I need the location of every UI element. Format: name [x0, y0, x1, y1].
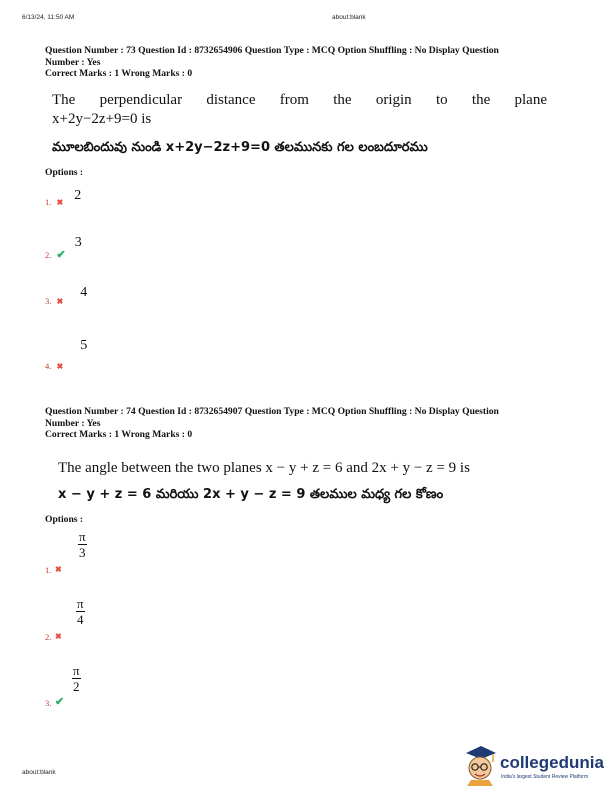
logo-wordmark: collegedunia [500, 753, 604, 772]
option-value: 3 [74, 235, 82, 250]
q73-option-3 [45, 285, 88, 309]
collegedunia-logo [462, 744, 610, 788]
option-fraction [76, 597, 85, 626]
q74-telugu-text: x − y + z = 6 మరియు 2x + y − z = 9 తలముల మధ్య గల కోణం [58, 487, 444, 502]
option-number: 1. [45, 565, 52, 575]
option-fraction [78, 530, 87, 559]
q73-option-1 [45, 188, 82, 210]
q73-option-4 [45, 338, 88, 374]
cross-icon: ✖ [55, 564, 62, 574]
q73-options-label: Options : [45, 167, 84, 178]
print-footer-url: about:blank [22, 769, 56, 776]
cross-icon: ✖ [56, 361, 64, 371]
q73-meta-line2: Number : Yes [45, 56, 101, 68]
option-fraction [72, 664, 81, 693]
fraction-denominator: 2 [73, 679, 80, 694]
option-number: 2. [45, 632, 52, 642]
q74-meta [45, 406, 585, 441]
cross-icon: ✖ [55, 631, 62, 641]
q74-meta-line1: Question Number : 74 Question Id : 8732654907 Question Type : MCQ Option Shuffling : No Display Question [45, 406, 499, 417]
q73-telugu-text: మూలబిందువు నుండి x+2y−2z+9=0 తలమునకు గల లంబదూరము [52, 140, 428, 155]
cross-icon: ✖ [56, 197, 64, 207]
cross-icon: ✖ [56, 296, 64, 306]
q74-text: The angle between the two planes x − y + z = 6 and 2x + y − z = 9 is [58, 460, 470, 476]
option-number: 3. [45, 698, 52, 708]
check-icon: ✔ [55, 695, 65, 708]
q73-marks: Correct Marks : 1 Wrong Marks : 0 [45, 68, 193, 79]
check-icon: ✔ [56, 248, 66, 261]
q73-option-2 [45, 235, 82, 263]
q74-marks: Correct Marks : 1 Wrong Marks : 0 [45, 429, 193, 440]
option-number: 2. [45, 250, 52, 260]
mascot-icon [462, 744, 498, 786]
option-number: 4. [45, 361, 52, 371]
fraction-denominator: 4 [77, 612, 84, 627]
option-value: 4 [80, 285, 88, 300]
fraction-numerator: π [79, 529, 86, 544]
option-value: 5 [80, 338, 88, 353]
q73-meta-line1: Question Number : 73 Question Id : 8732654906 Question Type : MCQ Option Shuffling : No Display Question [45, 45, 499, 56]
q73-text-line1: The perpendicular distance from the origin to the plane [52, 92, 547, 108]
print-datetime: 6/13/24, 11:50 AM [22, 14, 75, 21]
fraction-denominator: 3 [79, 545, 86, 560]
fraction-numerator: π [73, 663, 80, 678]
q74-options-label: Options : [45, 514, 84, 525]
q73-text-line2: x+2y−2z+9=0 is [52, 111, 152, 127]
print-page-title: about:blank [332, 14, 366, 21]
logo-tagline: India's largest Student Review Platform [501, 774, 589, 780]
option-value: 2 [74, 188, 82, 203]
option-number: 3. [45, 296, 52, 306]
fraction-numerator: π [77, 596, 84, 611]
q74-meta-line2: Number : Yes [45, 417, 101, 429]
q73-meta [45, 45, 585, 80]
option-number: 1. [45, 197, 52, 207]
